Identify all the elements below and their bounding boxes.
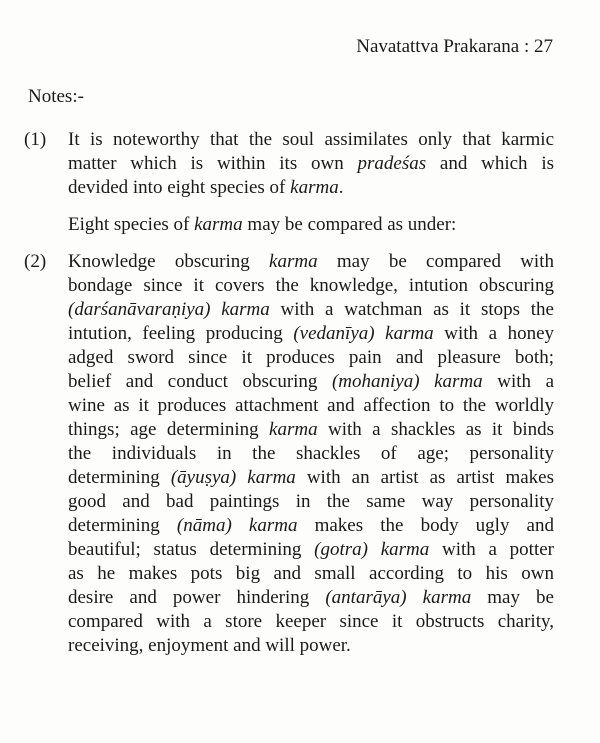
text-run: matter which is within its own [68, 153, 358, 174]
italic-term: (mohaniya) karma [331, 371, 483, 392]
text-line [68, 274, 554, 298]
text-run: determining [68, 467, 171, 488]
text-line [68, 442, 554, 466]
text-run: adged sword since it produces pain and pleasure both; [68, 347, 554, 368]
italic-term: karma [194, 214, 243, 235]
text-run: with a honey [433, 323, 555, 344]
text-line [68, 418, 554, 442]
text-line [68, 152, 554, 176]
text-run [232, 515, 249, 536]
text-run: good and bad paintings in the same way personality [68, 491, 554, 512]
text-line [68, 466, 554, 490]
text-run: the individuals in the shackles of age; personality [68, 443, 554, 464]
italic-term: karma [290, 177, 339, 198]
text-line [68, 298, 554, 322]
text-run: may be compared as under: [242, 214, 457, 235]
text-run: receiving, enjoyment and will power. [68, 635, 351, 656]
text-line [68, 176, 554, 200]
italic-term: (vedanīya) karma [293, 323, 434, 344]
text-run: wine as it produces attachment and affection to the worldly [68, 395, 554, 416]
text-line [68, 213, 554, 237]
note-2-paragraph [68, 250, 554, 658]
text-run: determining [68, 515, 177, 536]
text-line [68, 322, 554, 346]
text-run: things; age determining [68, 419, 270, 440]
text-line [68, 490, 554, 514]
running-head: Navatattva Prakarana : 27 [356, 36, 553, 57]
italic-term: (nāma) [176, 515, 232, 536]
text-line [68, 586, 554, 610]
text-line [68, 634, 554, 658]
text-line [68, 562, 554, 586]
text-run: with a potter [429, 539, 554, 560]
italic-term: karma [269, 419, 318, 440]
text-run: makes the body ugly and [297, 515, 554, 536]
note-1-paragraph [68, 128, 554, 200]
text-run: It is noteworthy that the soul assimilates only that karmic [68, 129, 554, 150]
text-run: beautiful; status determining [68, 539, 315, 560]
notes-heading: Notes:- [28, 86, 84, 107]
note-1-number: (1) [24, 129, 47, 150]
text-run: may be compared with [317, 251, 554, 272]
italic-term: (āyuṣya) karma [170, 467, 296, 488]
text-run: bondage since it covers the knowledge, intution obscuring [68, 275, 554, 296]
text-line [68, 514, 554, 538]
italic-term: karma [248, 515, 298, 536]
text-line [68, 370, 554, 394]
text-run: compared with a store keeper since it obstructs charity, [68, 611, 554, 632]
text-run: with a watchman as it stops the [269, 299, 554, 320]
text-run: Knowledge obscuring [68, 251, 270, 272]
text-run: . [338, 177, 344, 198]
text-run: with a shackles as it binds [317, 419, 555, 440]
italic-term: (gotra) karma [314, 539, 430, 560]
italic-term: karma [269, 251, 318, 272]
text-line [68, 394, 554, 418]
text-run: intution, feeling producing [68, 323, 294, 344]
text-run: as he makes pots big and small according to his own [68, 563, 554, 584]
text-run: devided into eight species of [68, 177, 291, 198]
text-run: with a [482, 371, 555, 392]
text-run: with an artist as artist makes [295, 467, 554, 488]
text-line [68, 610, 554, 634]
text-run: and which is [426, 153, 554, 174]
text-line [68, 538, 554, 562]
text-line [68, 128, 554, 152]
text-run: may be [471, 587, 554, 608]
text-line [68, 250, 554, 274]
text-run: belief and conduct obscuring [68, 371, 332, 392]
intro-paragraph [68, 213, 554, 237]
text-line [68, 346, 554, 370]
italic-term: (antarāya) karma [325, 587, 472, 608]
italic-term: pradeśas [357, 153, 427, 174]
text-run: Eight species of [68, 214, 195, 235]
note-2-number: (2) [24, 251, 47, 272]
text-run: desire and power hindering [68, 587, 326, 608]
italic-term: (darśanāvaraṇiya) karma [68, 299, 270, 320]
